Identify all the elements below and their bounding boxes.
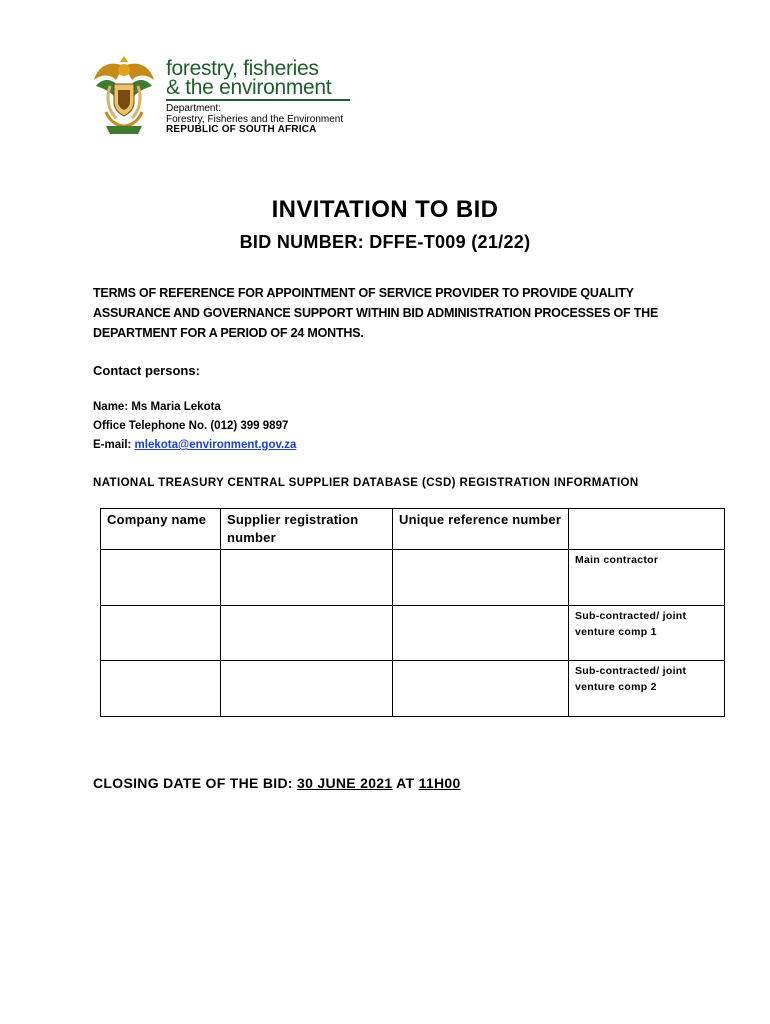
brand-divider [166,99,350,101]
column-header-company: Company name [101,509,221,550]
column-header-unique-reference: Unique reference number [393,509,569,550]
table-header-row [101,509,725,550]
email-link[interactable]: mlekota@environment.gov.za [134,439,297,451]
coat-of-arms-icon [92,56,156,136]
csd-registration-table [100,508,725,717]
role-cell: Sub-contracted/ joint venture comp 1 [569,606,725,661]
brand-name-line2: & the environment [166,76,332,99]
department-country: REPUBLIC OF SOUTH AFRICA [166,124,317,135]
table-row [101,661,725,717]
closing-date [93,775,461,791]
department-label: Department: [166,103,222,114]
brand-name-line1: forestry, fisheries [166,57,319,80]
csd-heading: NATIONAL TREASURY CENTRAL SUPPLIER DATABASE (CSD) REGISTRATION INFORMATION [93,477,639,489]
department-name: Forestry, Fisheries and the Environment [166,114,344,125]
contact-phone: Office Telephone No. (012) 399 9897 [93,420,289,432]
contact-email-line [93,439,296,451]
unique-reference-cell[interactable] [393,661,569,717]
column-header-supplier-number: Supplier registration number [221,509,393,550]
closing-time-value: 11H00 [418,775,461,791]
company-name-cell[interactable] [101,606,221,661]
table-row [101,606,725,661]
terms-of-reference: TERMS OF REFERENCE FOR APPOINTMENT OF SERVICE PROVIDER TO PROVIDE QUALITY ASSURANCE AND GOVERNANCE SUPPORT WITHIN BID ADMINISTRATION PROCESSES OF THE DEPARTMENT FOR A PERIOD OF 24 MONTHS. [93,286,659,340]
contact-name: Name: Ms Maria Lekota [93,401,221,413]
bid-number: BID NUMBER: DFFE-T009 (21/22) [239,232,531,252]
table-row [101,550,725,606]
email-label: E-mail: [93,439,135,451]
role-cell: Sub-contracted/ joint venture comp 2 [569,661,725,717]
supplier-number-cell[interactable] [221,661,393,717]
document-title: INVITATION TO BID [271,196,499,223]
company-name-cell[interactable] [101,661,221,717]
closing-label: CLOSING DATE OF THE BID: [93,775,298,791]
contact-heading: Contact persons: [93,363,200,378]
closing-date-value: 30 JUNE 2021 [297,775,393,791]
company-name-cell[interactable] [101,550,221,606]
supplier-number-cell[interactable] [221,606,393,661]
closing-at: AT [392,775,419,791]
supplier-number-cell[interactable] [221,550,393,606]
role-cell: Main contractor [569,550,725,606]
unique-reference-cell[interactable] [393,606,569,661]
column-header-role [569,509,725,550]
unique-reference-cell[interactable] [393,550,569,606]
